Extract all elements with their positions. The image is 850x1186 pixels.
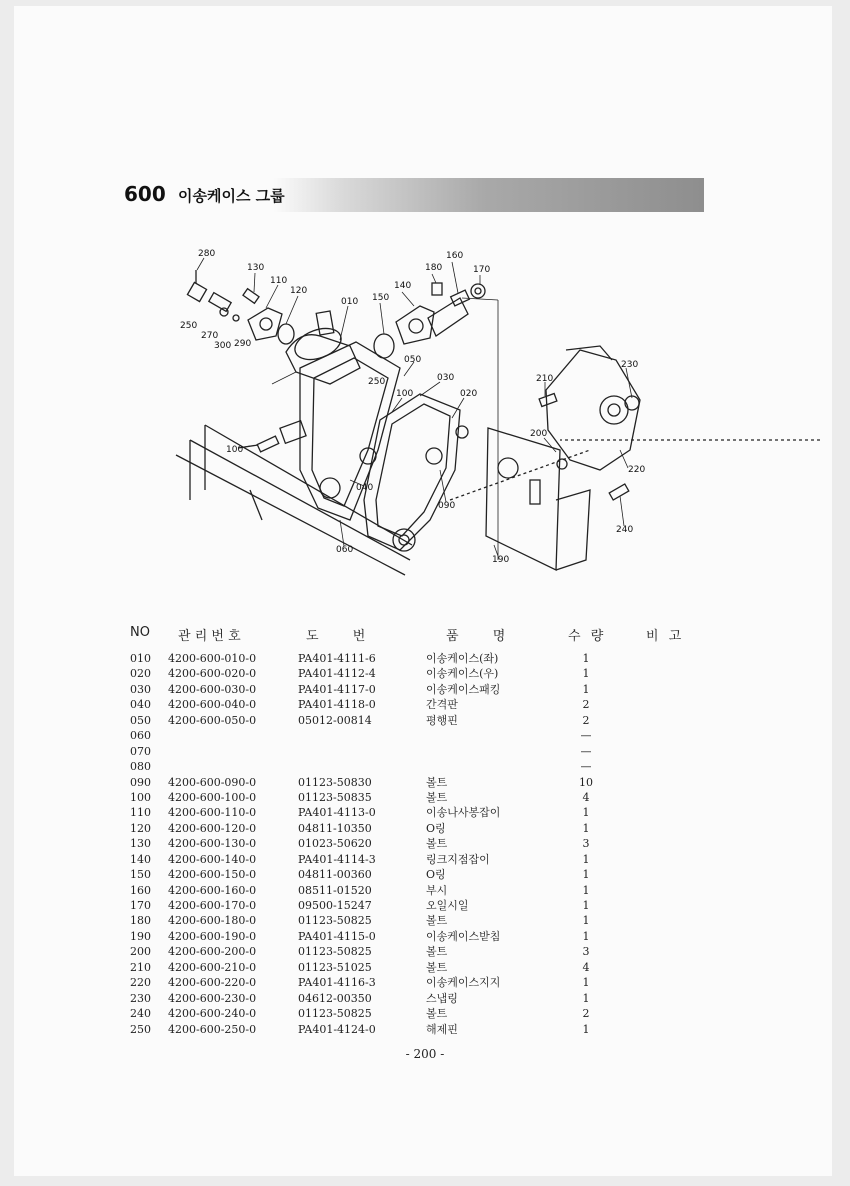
row-management-no: 4200-600-230-0 xyxy=(168,991,257,1005)
row-management-no: 4200-600-010-0 xyxy=(168,652,257,665)
row-part-name: 이송케이스패킹 xyxy=(426,682,501,696)
row-quantity: 1 xyxy=(582,821,590,835)
callout-label: 200 xyxy=(530,429,548,439)
table-header xyxy=(0,625,850,645)
row-quantity: 1 xyxy=(582,667,590,681)
row-part-name: 이송케이스(좌) xyxy=(426,652,499,665)
callout-label: 120 xyxy=(290,286,308,296)
row-no: 220 xyxy=(130,976,151,990)
row-management-no: 4200-600-240-0 xyxy=(168,1007,257,1021)
table-row xyxy=(0,1006,850,1021)
row-drawing-no: PA401-4118-0 xyxy=(298,698,376,712)
table-row xyxy=(0,651,850,666)
row-drawing-no: 04811-10350 xyxy=(298,821,372,835)
row-part-name: 평행핀 xyxy=(426,713,458,727)
table-row xyxy=(0,944,850,959)
table-row xyxy=(0,852,850,867)
callout-label: 250 xyxy=(180,321,198,331)
row-management-no: 4200-600-110-0 xyxy=(168,806,257,820)
row-management-no: 4200-600-180-0 xyxy=(168,914,257,928)
row-management-no: 4200-600-100-0 xyxy=(168,790,257,804)
row-part-name: 볼트 xyxy=(426,960,448,974)
row-management-no: 4200-600-090-0 xyxy=(168,775,257,789)
row-part-name: 오일시일 xyxy=(426,899,469,912)
support-plate xyxy=(486,428,590,570)
row-part-name: 볼트 xyxy=(426,775,448,789)
row-quantity: 1 xyxy=(582,806,590,820)
row-drawing-no: PA401-4117-0 xyxy=(298,682,376,696)
row-no: 090 xyxy=(130,775,151,789)
row-part-name: 이송케이스지지 xyxy=(426,976,501,990)
row-no: 110 xyxy=(130,806,151,820)
callout-label: 210 xyxy=(536,374,554,384)
row-no: 080 xyxy=(130,760,151,774)
row-quantity: 1 xyxy=(582,914,590,928)
row-part-name: 스냅링 xyxy=(426,991,458,1005)
row-no: 050 xyxy=(130,713,151,727)
table-row xyxy=(0,1022,850,1037)
table-row xyxy=(0,682,850,697)
callout-label: 060 xyxy=(336,545,354,555)
row-quantity: 1 xyxy=(582,883,590,897)
row-management-no: 4200-600-130-0 xyxy=(168,837,257,851)
row-management-no: 4200-600-250-0 xyxy=(168,1022,257,1036)
row-drawing-no: 04612-00350 xyxy=(298,991,372,1005)
row-management-no: 4200-600-150-0 xyxy=(168,868,257,882)
row-part-name: 볼트 xyxy=(426,790,448,804)
header-no: NO xyxy=(130,625,150,640)
row-quantity: 10 xyxy=(579,775,593,789)
row-no: 190 xyxy=(130,929,151,943)
row-no: 100 xyxy=(130,790,151,804)
section-number: 600 xyxy=(124,182,166,206)
row-quantity: — xyxy=(580,729,592,743)
row-part-name: 해제핀 xyxy=(426,1022,458,1036)
leader-lines xyxy=(197,258,632,560)
row-drawing-no: 01123-50825 xyxy=(298,914,372,928)
callout-label: 010 xyxy=(341,297,359,307)
table-row xyxy=(0,991,850,1006)
row-drawing-no: 01123-50830 xyxy=(298,775,372,789)
row-part-name: 볼트 xyxy=(426,914,448,928)
left-transmission-case xyxy=(280,342,400,520)
row-part-name: O링 xyxy=(426,821,446,835)
table-row xyxy=(0,759,850,774)
row-management-no: 4200-600-030-0 xyxy=(168,682,257,696)
row-management-no: 4200-600-020-0 xyxy=(168,667,257,681)
callout-label: 160 xyxy=(446,251,464,261)
callout-label: 230 xyxy=(621,360,639,370)
row-quantity: 1 xyxy=(582,976,590,990)
row-no: 200 xyxy=(130,945,151,959)
row-no: 230 xyxy=(130,991,151,1005)
callout-label: 100 xyxy=(396,389,414,399)
row-drawing-no: PA401-4124-0 xyxy=(298,1022,376,1036)
row-part-name: 이송케이스받침 xyxy=(426,929,501,943)
table-row xyxy=(0,883,850,898)
row-part-name: 이송케이스(우) xyxy=(426,667,499,681)
row-management-no: 4200-600-210-0 xyxy=(168,960,257,974)
flange-plates xyxy=(248,306,434,358)
row-management-no: 4200-600-120-0 xyxy=(168,821,257,835)
row-drawing-no: 01123-51025 xyxy=(298,960,372,974)
callout-label: 270 xyxy=(201,331,219,341)
row-no: 160 xyxy=(130,883,151,897)
callout-label: 020 xyxy=(460,389,478,399)
row-drawing-no: PA401-4111-6 xyxy=(298,652,376,665)
row-part-name: 볼트 xyxy=(426,1007,448,1021)
row-no: 060 xyxy=(130,729,151,743)
row-drawing-no: PA401-4115-0 xyxy=(298,929,376,943)
row-quantity: — xyxy=(580,760,592,774)
row-no: 020 xyxy=(130,667,151,681)
callout-label: 240 xyxy=(616,525,634,535)
callout-label: 110 xyxy=(270,276,288,286)
row-quantity: 2 xyxy=(582,713,590,727)
row-quantity: 1 xyxy=(582,991,590,1005)
row-drawing-no: 04811-00360 xyxy=(298,868,372,882)
header-part-name: 품 명 xyxy=(446,629,506,644)
row-no: 120 xyxy=(130,821,151,835)
row-no: 250 xyxy=(130,1022,151,1036)
table-row xyxy=(0,728,850,743)
callout-label: 150 xyxy=(372,293,390,303)
row-drawing-no: PA401-4112-4 xyxy=(298,667,376,681)
row-drawing-no: 09500-15247 xyxy=(298,899,372,912)
table-row xyxy=(0,805,850,820)
table-row xyxy=(0,697,850,712)
row-drawing-no: 01023-50620 xyxy=(298,837,372,851)
row-management-no: 4200-600-040-0 xyxy=(168,698,257,712)
parts-table xyxy=(0,651,850,1037)
row-drawing-no: 05012-00814 xyxy=(298,713,372,727)
table-row xyxy=(0,975,850,990)
table-row xyxy=(0,898,850,913)
row-quantity: 1 xyxy=(582,868,590,882)
row-no: 180 xyxy=(130,914,151,928)
section-title: 이송케이스 그룹 xyxy=(178,187,285,205)
header-drawing-no: 도 번 xyxy=(306,629,366,644)
callout-label: 140 xyxy=(394,281,412,291)
row-drawing-no: 01123-50825 xyxy=(298,1007,372,1021)
row-part-name: 링크지점잡이 xyxy=(426,852,490,866)
row-no: 140 xyxy=(130,852,151,866)
row-quantity: 1 xyxy=(582,1022,590,1036)
table-row xyxy=(0,929,850,944)
callout-label: 130 xyxy=(247,263,265,273)
callout-label: 300 xyxy=(214,341,232,351)
row-quantity: 2 xyxy=(582,1007,590,1021)
header-quantity: 수 량 xyxy=(568,629,604,644)
row-management-no: 4200-600-050-0 xyxy=(168,713,257,727)
row-drawing-no: 08511-01520 xyxy=(298,883,372,897)
callout-label: 180 xyxy=(425,263,443,273)
row-part-name: 볼트 xyxy=(426,837,448,851)
callout-label: 290 xyxy=(234,339,252,349)
header-remarks: 비 고 xyxy=(646,629,682,644)
callout-label: 040 xyxy=(356,483,374,493)
row-drawing-no: 01123-50835 xyxy=(298,790,372,804)
row-quantity: 4 xyxy=(582,790,590,804)
table-row xyxy=(0,744,850,759)
row-management-no: 4200-600-170-0 xyxy=(168,899,257,912)
row-quantity: 4 xyxy=(582,960,590,974)
small-bolts-group xyxy=(187,270,485,452)
row-management-no: 4200-600-160-0 xyxy=(168,883,257,897)
callout-label: 030 xyxy=(437,373,455,383)
row-drawing-no: PA401-4114-3 xyxy=(298,852,376,866)
table-row xyxy=(0,790,850,805)
table-row xyxy=(0,913,850,928)
table-row xyxy=(0,713,850,728)
row-no: 070 xyxy=(130,744,151,758)
callout-label: 280 xyxy=(198,249,216,259)
row-part-name: 이송나사봉잡이 xyxy=(426,806,501,820)
row-quantity: 3 xyxy=(582,945,590,959)
callout-label: 250 xyxy=(368,377,386,387)
table-row xyxy=(0,666,850,681)
row-management-no: 4200-600-220-0 xyxy=(168,976,257,990)
callout-label: 190 xyxy=(492,555,510,565)
table-row xyxy=(0,775,850,790)
callout-label: 100 xyxy=(226,445,244,455)
callout-label: 050 xyxy=(404,355,422,365)
callout-label: 220 xyxy=(628,465,646,475)
row-no: 030 xyxy=(130,682,151,696)
row-no: 240 xyxy=(130,1007,151,1021)
row-quantity: 1 xyxy=(582,899,590,912)
row-management-no: 4200-600-190-0 xyxy=(168,929,257,943)
row-management-no: 4200-600-140-0 xyxy=(168,852,257,866)
row-no: 210 xyxy=(130,960,151,974)
callout-label: 170 xyxy=(473,265,491,275)
table-row xyxy=(0,867,850,882)
row-no: 170 xyxy=(130,899,151,912)
page-number: - 200 - xyxy=(405,1047,445,1061)
callout-label: 090 xyxy=(438,501,456,511)
header-management-no: 관 리 번 호 xyxy=(178,629,241,644)
row-drawing-no: PA401-4116-3 xyxy=(298,976,376,990)
row-quantity: 2 xyxy=(582,698,590,712)
table-row xyxy=(0,821,850,836)
row-management-no: 4200-600-200-0 xyxy=(168,945,257,959)
row-quantity: 3 xyxy=(582,837,590,851)
row-quantity: 1 xyxy=(582,652,590,665)
row-quantity: — xyxy=(580,744,592,758)
row-part-name: 볼트 xyxy=(426,945,448,959)
row-drawing-no: 01123-50825 xyxy=(298,945,372,959)
row-part-name: 간격판 xyxy=(426,698,458,712)
row-quantity: 1 xyxy=(582,682,590,696)
callout-labels xyxy=(180,249,645,565)
table-row xyxy=(0,836,850,851)
row-part-name: 부시 xyxy=(426,883,448,897)
row-no: 130 xyxy=(130,837,151,851)
row-no: 040 xyxy=(130,698,151,712)
row-no: 150 xyxy=(130,868,151,882)
row-drawing-no: PA401-4113-0 xyxy=(298,806,376,820)
row-quantity: 1 xyxy=(582,852,590,866)
table-row xyxy=(0,960,850,975)
row-part-name: O링 xyxy=(426,868,446,882)
row-no: 010 xyxy=(130,652,151,665)
row-quantity: 1 xyxy=(582,929,590,943)
